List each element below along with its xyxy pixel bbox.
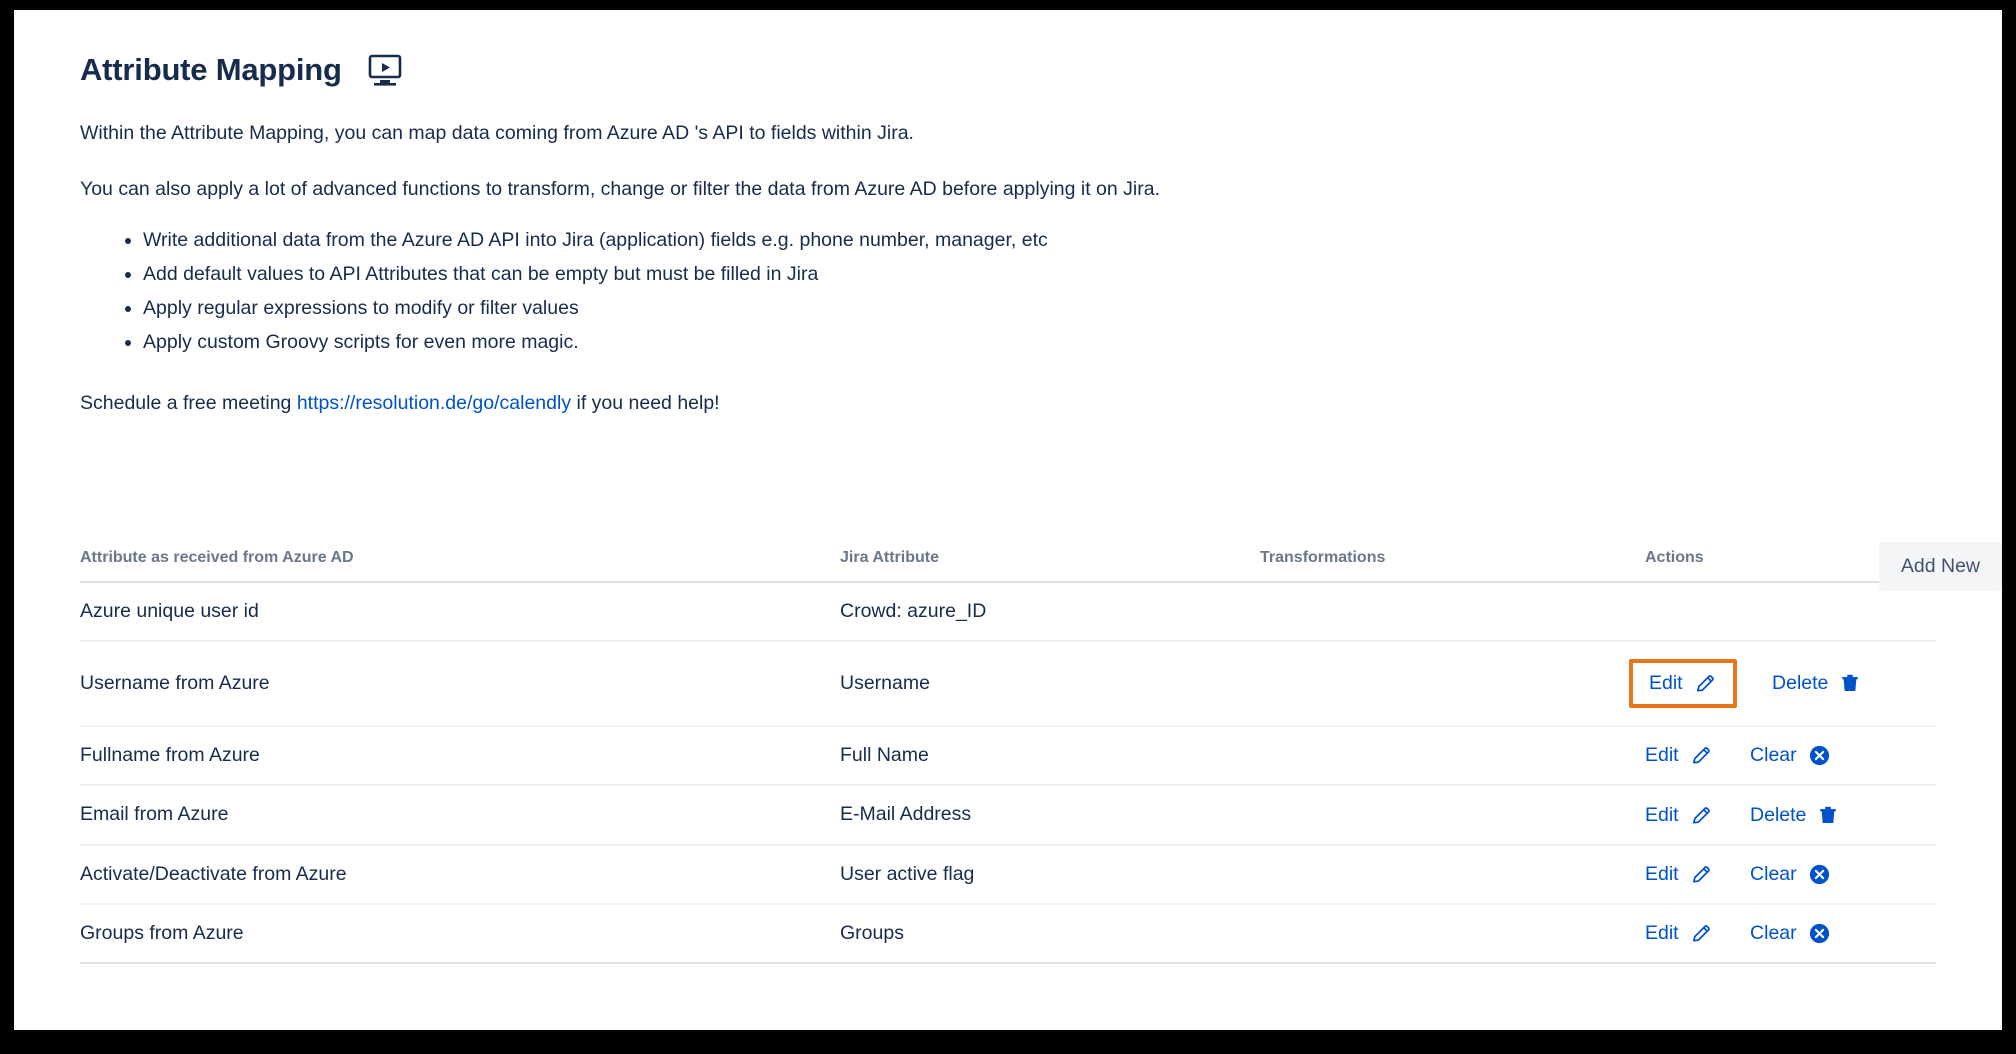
meeting-paragraph — [80, 390, 2002, 416]
delete-action-label: Delete — [1772, 671, 1829, 694]
list-item: • Apply custom Groovy scripts for even more magic. — [143, 327, 2002, 357]
cell-actions — [1645, 726, 1936, 785]
edit-action-label: Edit — [1645, 862, 1679, 885]
edit-action-label: Edit — [1645, 803, 1679, 826]
cell-jira: User active flag — [840, 845, 1260, 904]
feature-list — [80, 225, 2002, 358]
table-row — [80, 785, 1936, 844]
edit-action[interactable] — [1645, 922, 1713, 945]
clear-action-label: Clear — [1750, 922, 1797, 945]
cell-source: Groups from Azure — [80, 904, 840, 963]
clear-action[interactable] — [1750, 922, 1831, 945]
edit-action-label: Edit — [1649, 671, 1683, 694]
cell-transformations — [1260, 845, 1645, 904]
cell-transformations — [1260, 785, 1645, 844]
attribute-mapping-table — [80, 549, 1936, 964]
clear-action-label: Clear — [1750, 744, 1797, 767]
add-new-button[interactable]: Add New — [1879, 542, 2002, 591]
column-header-source: Attribute as received from Azure AD — [80, 549, 840, 582]
delete-action[interactable] — [1750, 804, 1839, 827]
content-page — [14, 10, 2002, 1030]
column-header-actions: Actions — [1645, 549, 1936, 582]
clear-action[interactable] — [1750, 863, 1831, 886]
pencil-icon[interactable] — [1690, 744, 1713, 767]
cell-jira: E-Mail Address — [840, 785, 1260, 844]
edit-action-label: Edit — [1645, 922, 1679, 945]
cell-source: Azure unique user id — [80, 582, 840, 641]
edit-action[interactable] — [1645, 804, 1713, 827]
list-item: • Add default values to API Attributes that can be empty but must be filled in Jira — [143, 259, 2002, 289]
cell-source: Activate/Deactivate from Azure — [80, 845, 840, 904]
pencil-icon[interactable] — [1690, 922, 1713, 945]
cell-transformations — [1260, 726, 1645, 785]
cell-transformations — [1260, 641, 1645, 726]
intro-paragraph-1: Within the Attribute Mapping, you can map data coming from Azure AD 's API to fields within Jira. — [80, 122, 914, 144]
cell-actions — [1645, 845, 1936, 904]
mapping-table-area — [80, 549, 2002, 964]
meeting-suffix-text: if you need help! — [571, 391, 720, 414]
cell-actions — [1645, 785, 1936, 844]
column-header-transformations: Transformations — [1260, 549, 1645, 582]
table-row — [80, 582, 1936, 641]
cell-source: Fullname from Azure — [80, 726, 840, 785]
cross-circle-icon[interactable] — [1808, 744, 1831, 767]
cell-source: Email from Azure — [80, 785, 840, 844]
pencil-icon[interactable] — [1694, 672, 1717, 695]
edit-action[interactable] — [1645, 744, 1713, 767]
edit-action[interactable] — [1645, 863, 1713, 886]
column-header-jira: Jira Attribute — [840, 549, 1260, 582]
table-row — [80, 904, 1936, 963]
cell-jira: Full Name — [840, 726, 1260, 785]
cell-transformations — [1260, 582, 1645, 641]
table-row — [80, 641, 1936, 726]
list-item: • Apply regular expressions to modify or filter values — [143, 293, 2002, 323]
page-header — [80, 52, 2002, 88]
cell-actions — [1645, 641, 1936, 726]
cell-source: Username from Azure — [80, 641, 840, 726]
edit-action-label: Edit — [1645, 744, 1679, 767]
table-row — [80, 845, 1936, 904]
edit-action[interactable] — [1629, 659, 1737, 708]
table-header-row — [80, 549, 1936, 582]
meeting-prefix-text: Schedule a free meeting — [80, 391, 297, 414]
add-new-button-wrap — [1879, 542, 2002, 591]
video-tutorial-icon[interactable] — [368, 53, 402, 87]
pencil-icon[interactable] — [1690, 804, 1713, 827]
calendly-link[interactable]: https://resolution.de/go/calendly — [296, 391, 572, 414]
cell-jira: Groups — [840, 904, 1260, 963]
pencil-icon[interactable] — [1690, 863, 1713, 886]
table-row — [80, 726, 1936, 785]
delete-action[interactable] — [1772, 672, 1861, 695]
cross-circle-icon[interactable] — [1808, 922, 1831, 945]
intro-paragraph-2: You can also apply a lot of advanced functions to transform, change or filter the data from Azure AD before applying it on Jira. — [80, 178, 1160, 201]
clear-action[interactable] — [1750, 744, 1831, 767]
cell-jira: Crowd: azure_ID — [840, 582, 1260, 641]
cell-transformations — [1260, 904, 1645, 963]
cell-jira: Username — [840, 641, 1260, 726]
trash-icon[interactable] — [1817, 804, 1839, 827]
cell-actions — [1645, 904, 1936, 963]
page-title: Attribute Mapping — [80, 52, 342, 87]
delete-action-label: Delete — [1750, 803, 1807, 826]
cross-circle-icon[interactable] — [1808, 863, 1831, 886]
trash-icon[interactable] — [1839, 672, 1861, 695]
list-item: • Write additional data from the Azure AD API into Jira (application) fields e.g. phone number, manager, etc — [143, 225, 2002, 255]
clear-action-label: Clear — [1750, 862, 1797, 885]
